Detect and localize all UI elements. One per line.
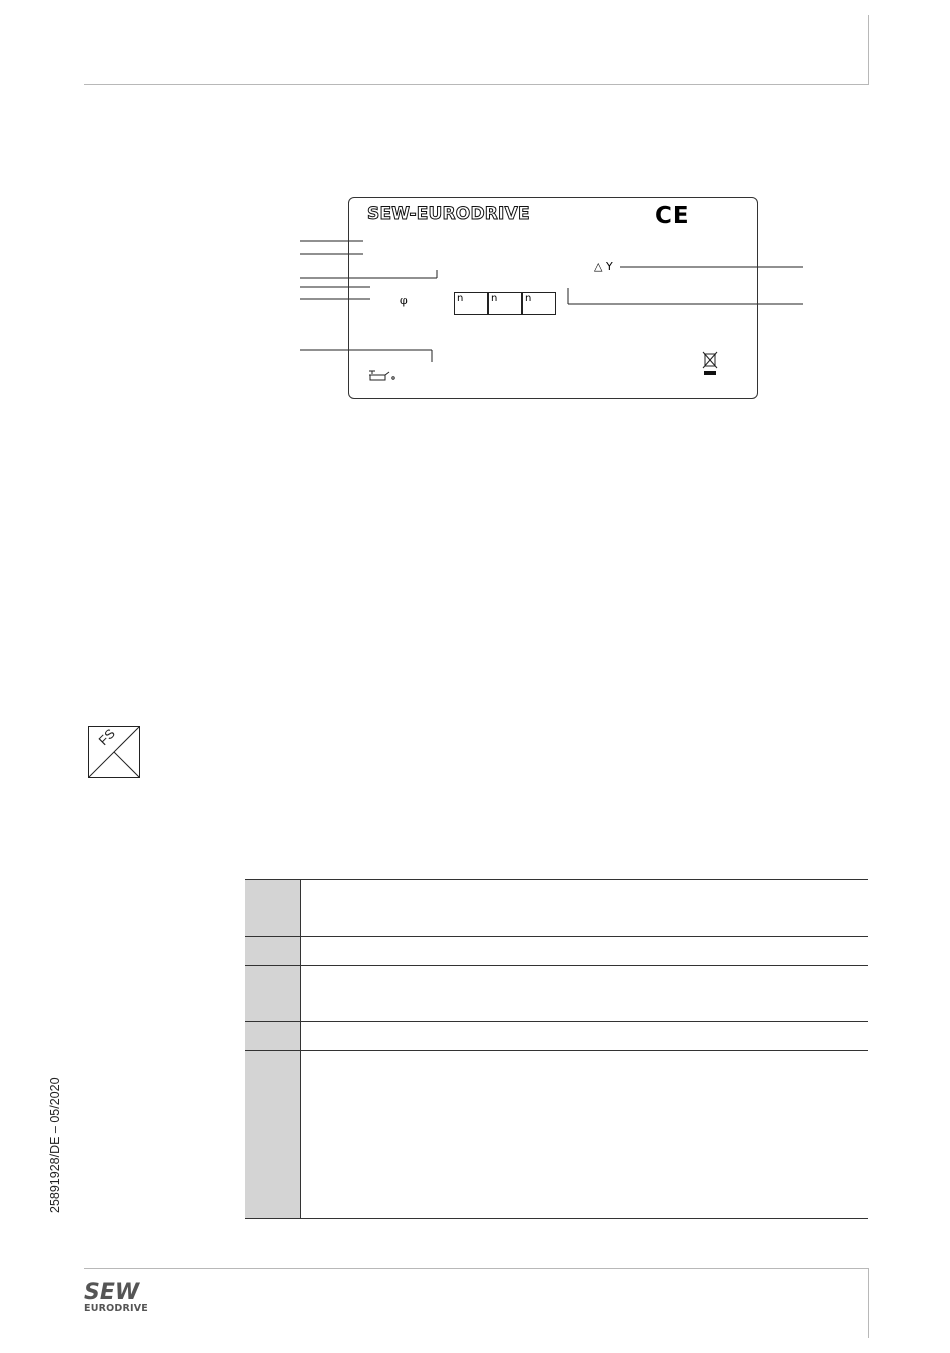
oil-can-icon (367, 368, 397, 382)
row-number-cell (245, 937, 301, 966)
wiring-symbols: △ Y (594, 260, 613, 273)
row-number-cell (245, 966, 301, 1022)
document-code: 25891928/DE – 05/2020 (48, 1077, 62, 1213)
row-number-cell (245, 1022, 301, 1051)
brand-logo-text: SEW-EURODRIVE (367, 204, 530, 224)
speed-box: n (522, 292, 556, 315)
table-row (245, 966, 868, 1022)
fs-icon-label: FS (95, 726, 118, 749)
sew-logo-top: SEW (84, 1280, 140, 1305)
row-text-cell (301, 880, 869, 937)
footer-rule (84, 1268, 869, 1269)
table-row (245, 880, 868, 937)
row-text-cell (301, 966, 869, 1022)
nameplate (348, 197, 758, 399)
table-row (245, 1051, 868, 1219)
phi-symbol: φ (400, 294, 408, 307)
ce-mark: CE (655, 203, 690, 229)
speed-box: n (488, 292, 522, 315)
table-row (245, 1022, 868, 1051)
weee-bin-icon (702, 351, 718, 377)
sew-logo-bottom: EURODRIVE (84, 1303, 148, 1314)
row-text-cell (301, 1051, 869, 1219)
legend-table (245, 879, 868, 1219)
speed-box: n (454, 292, 488, 315)
header-right-rule (868, 15, 869, 85)
row-text-cell (301, 1022, 869, 1051)
footer-right-rule (868, 1268, 869, 1338)
row-number-cell (245, 1051, 301, 1219)
header-rule (84, 84, 869, 85)
table-row (245, 937, 868, 966)
row-text-cell (301, 937, 869, 966)
fs-icon (88, 726, 140, 778)
row-number-cell (245, 880, 301, 937)
sew-logo (84, 1280, 148, 1314)
